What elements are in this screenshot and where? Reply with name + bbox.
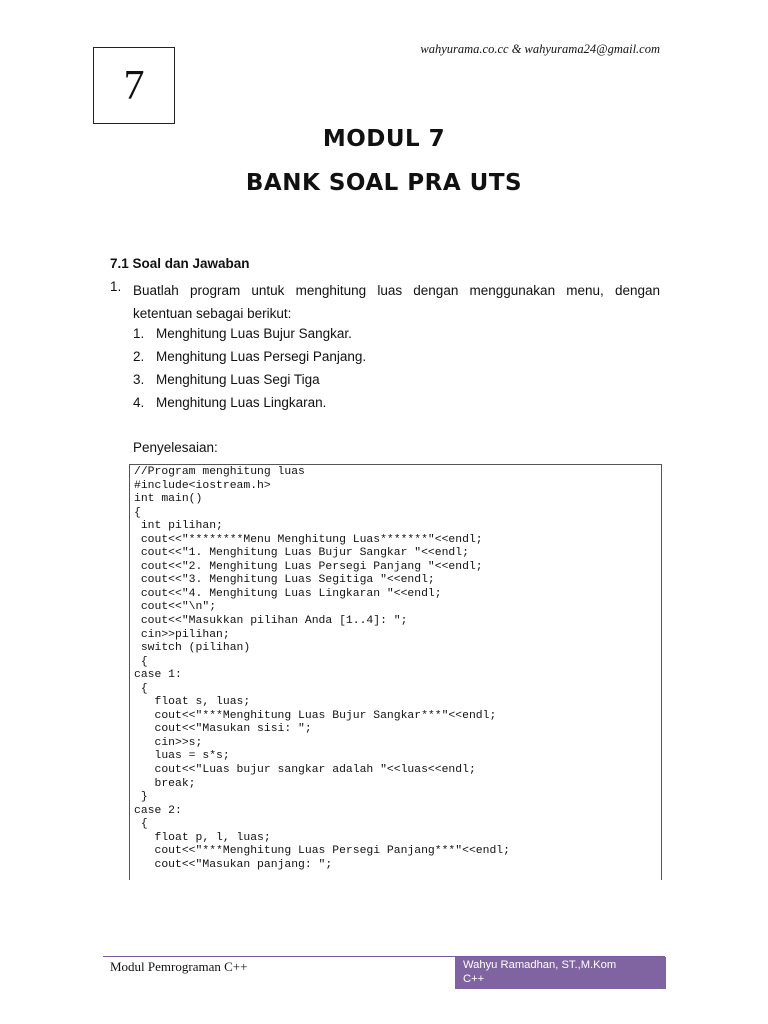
solution-label: Penyelesaian: <box>133 440 218 455</box>
option-number: 3. <box>133 372 145 387</box>
list-item <box>133 371 366 394</box>
option-label: Menghitung Luas Segi Tiga <box>156 372 320 387</box>
module-subtitle: BANK SOAL PRA UTS <box>245 170 523 196</box>
option-label: Menghitung Luas Lingkaran. <box>156 395 327 410</box>
option-label: Menghitung Luas Bujur Sangkar. <box>156 326 352 341</box>
footer-author-subject: C++ <box>463 973 485 985</box>
option-number: 1. <box>133 326 145 341</box>
option-number: 4. <box>133 395 145 410</box>
section-heading: 7.1 Soal dan Jawaban <box>110 256 250 271</box>
question-text: Buatlah program untuk menghitung luas dengan menggunakan menu, dengan ketentuan sebagai berikut: <box>133 283 660 321</box>
code-text: //Program menghitung luas #include<iostream.h> int main() { int pilihan; cout<<"********Menu Menghitung Luas*******"<<endl; cout<<"1. Menghitung Luas Bujur Sangkar "<<endl; cout<<"2. Menghitung Luas Persegi Panjang "<<endl; cout<<"3. Menghitung Luas Segitiga "<<endl; cout<<"4. Menghitung Luas Lingkaran "<<endl; cout<<"\n"; cout<<"Masukkan pilihan Anda [1..4]: "; cin>>pilihan; switch (pilihan) { case 1: { float s, luas; cout<<"***Menghitung Luas Bujur Sangkar***"<<endl; cout<<"Masukan sisi: "; cin>>s; luas = s*s; cout<<"Luas bujur sangkar adalah "<<luas<<endl; break; } case 2: { float p, l, luas; cout<<"***Menghitung Luas Persegi Panjang***"<<endl; cout<<"Masukan panjang: "; <box>134 466 510 871</box>
code-block <box>129 464 662 880</box>
list-item <box>133 325 366 348</box>
footer-author-badge <box>455 957 666 989</box>
author-contact: wahyurama.co.cc & wahyurama24@gmail.com <box>420 42 660 56</box>
footer-author-name: Wahyu Ramadhan, ST.,M.Kom <box>463 959 617 971</box>
option-label: Menghitung Luas Persegi Panjang. <box>156 349 367 364</box>
chapter-number-box <box>93 47 175 124</box>
module-title: MODUL 7 <box>322 126 446 152</box>
option-number: 2. <box>133 349 145 364</box>
question-number: 1. <box>110 279 122 294</box>
list-item <box>133 348 366 371</box>
option-list <box>133 325 366 417</box>
footer-course-title: Modul Pemrograman C++ <box>110 959 248 974</box>
chapter-number: 7 <box>123 62 145 109</box>
list-item <box>133 394 366 417</box>
